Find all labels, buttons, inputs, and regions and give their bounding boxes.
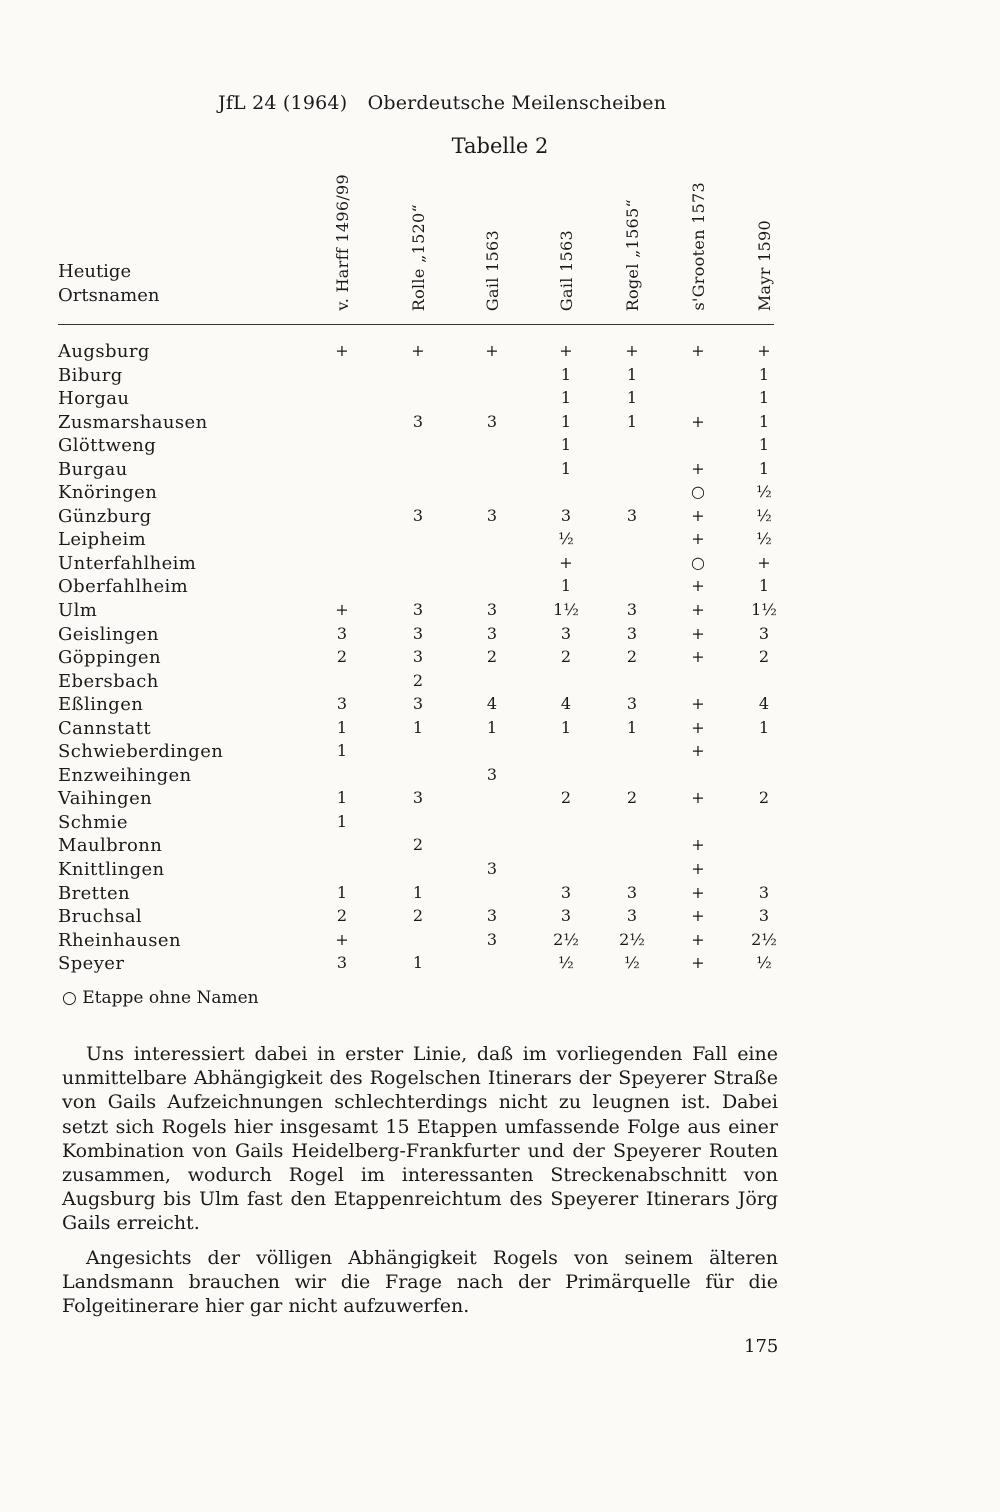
table-cell: 1½ bbox=[751, 600, 777, 620]
table-cell: 1 bbox=[758, 717, 770, 737]
table-cell: + bbox=[691, 882, 705, 902]
table-cell: 2½ bbox=[553, 929, 579, 949]
table-cell: 2 bbox=[626, 788, 638, 808]
table-row bbox=[0, 364, 1000, 388]
table-cell: + bbox=[691, 600, 705, 620]
table-cell: 1 bbox=[758, 364, 770, 384]
table-cell: ½ bbox=[756, 953, 772, 973]
table-cell: 1 bbox=[758, 435, 770, 455]
table-cell: 1 bbox=[336, 741, 348, 761]
table-cell: 1 bbox=[758, 411, 770, 431]
table-row bbox=[0, 458, 1000, 482]
table-cell: 3 bbox=[486, 906, 498, 926]
place-name: Knittlingen bbox=[58, 859, 165, 881]
table-cell: 1 bbox=[336, 717, 348, 737]
table-cell: 3 bbox=[486, 411, 498, 431]
table-cell: 2 bbox=[336, 906, 348, 926]
table-cell: + bbox=[691, 411, 705, 431]
place-name: Burgau bbox=[58, 458, 128, 480]
table-cell: 1 bbox=[412, 953, 424, 973]
table-cell: + bbox=[335, 929, 349, 949]
place-name: Schwieberdingen bbox=[58, 741, 224, 763]
table-cell: 4 bbox=[560, 694, 572, 714]
table-cell: 3 bbox=[336, 623, 348, 643]
table-cell: 2 bbox=[412, 835, 424, 855]
paragraph: Angesichts der völligen Abhängigkeit Rogels von seinem älteren Landsmann brauchen wir die Frage nach der Primärquelle für die Folgeitinerare hier gar nicht aufzuwerfen. bbox=[62, 1246, 778, 1318]
table-cell: 3 bbox=[560, 623, 572, 643]
table-cell: 1 bbox=[758, 458, 770, 478]
table-row bbox=[0, 740, 1000, 764]
column-header-mayr: Mayr 1590 bbox=[754, 219, 774, 311]
table-cell: 1 bbox=[336, 788, 348, 808]
table-cell: + bbox=[757, 552, 771, 572]
table-cell: 1½ bbox=[553, 600, 579, 620]
place-column-header-line1: Heutige bbox=[58, 261, 132, 282]
table-cell: 1 bbox=[626, 411, 638, 431]
place-name: Bruchsal bbox=[58, 906, 143, 928]
table-cell: 3 bbox=[486, 600, 498, 620]
column-header-rolle: Rolle „1520“ bbox=[408, 203, 428, 311]
table-cell: 3 bbox=[626, 694, 638, 714]
place-name: Ebersbach bbox=[58, 670, 159, 692]
place-name: Eßlingen bbox=[58, 694, 144, 716]
body-text bbox=[62, 1042, 778, 1328]
table-cell: + bbox=[335, 600, 349, 620]
table-legend: ○ Etappe ohne Namen bbox=[62, 988, 259, 1008]
table-cell: 2 bbox=[560, 647, 572, 667]
table-row bbox=[0, 834, 1000, 858]
table-cell: 1 bbox=[486, 717, 498, 737]
table-cell: + bbox=[691, 341, 705, 360]
table-cell: ○ bbox=[691, 482, 705, 502]
table-cell: ½ bbox=[624, 953, 640, 973]
table-cell: 3 bbox=[626, 906, 638, 926]
table-cell: + bbox=[691, 458, 705, 478]
table-cell: 1 bbox=[560, 576, 572, 596]
column-header-gail-a: Gail 1563 bbox=[482, 229, 502, 311]
table-cell: 1 bbox=[560, 717, 572, 737]
place-name: Oberfahlheim bbox=[58, 576, 189, 598]
place-name: Enzweihingen bbox=[58, 764, 192, 786]
place-name: Ulm bbox=[58, 600, 98, 622]
table-cell: 3 bbox=[560, 505, 572, 525]
table-row bbox=[0, 764, 1000, 788]
table-row bbox=[0, 599, 1000, 623]
place-name: Horgau bbox=[58, 388, 130, 410]
table-cell: + bbox=[691, 576, 705, 596]
table-body bbox=[0, 340, 1000, 976]
table-cell: 3 bbox=[486, 505, 498, 525]
page-number: 175 bbox=[744, 1336, 779, 1357]
place-name: Vaihingen bbox=[58, 788, 153, 810]
table-cell: + bbox=[691, 741, 705, 761]
table-row bbox=[0, 952, 1000, 976]
place-column-header-line2: Ortsnamen bbox=[58, 285, 160, 306]
table-cell: 1 bbox=[336, 811, 348, 831]
table-cell: + bbox=[335, 341, 349, 360]
table-cell: 3 bbox=[412, 411, 424, 431]
table-cell: + bbox=[691, 647, 705, 667]
table-cell: + bbox=[625, 341, 639, 360]
table-cell: 2 bbox=[758, 647, 770, 667]
table-row bbox=[0, 811, 1000, 835]
table-cell: 1 bbox=[560, 388, 572, 408]
table-cell: 1 bbox=[336, 882, 348, 902]
table-cell: + bbox=[691, 529, 705, 549]
table-cell: 2 bbox=[486, 647, 498, 667]
table-cell: + bbox=[691, 906, 705, 926]
table-cell: 1 bbox=[560, 411, 572, 431]
table-row bbox=[0, 340, 1000, 364]
place-name: Biburg bbox=[58, 364, 123, 386]
table-cell: 2 bbox=[412, 906, 424, 926]
table-cell: 1 bbox=[560, 435, 572, 455]
place-name: Maulbronn bbox=[58, 835, 163, 857]
table-cell: 3 bbox=[412, 600, 424, 620]
table-cell: + bbox=[485, 341, 499, 360]
table-cell: 3 bbox=[486, 623, 498, 643]
table-cell: 4 bbox=[486, 694, 498, 714]
table-cell: 3 bbox=[412, 623, 424, 643]
table-cell: 3 bbox=[412, 694, 424, 714]
table-row bbox=[0, 434, 1000, 458]
table-cell: 3 bbox=[336, 953, 348, 973]
article-title: Oberdeutsche Meilenscheiben bbox=[367, 92, 667, 114]
table-row bbox=[0, 858, 1000, 882]
table-cell: 1 bbox=[560, 458, 572, 478]
table-cell: 3 bbox=[486, 929, 498, 949]
table-cell: 2 bbox=[336, 647, 348, 667]
table-cell: + bbox=[691, 859, 705, 879]
table-cell: 3 bbox=[560, 906, 572, 926]
table-cell: ½ bbox=[756, 529, 772, 549]
table-row bbox=[0, 646, 1000, 670]
table-cell: 3 bbox=[758, 882, 770, 902]
table-row bbox=[0, 387, 1000, 411]
table-cell: 2 bbox=[560, 788, 572, 808]
table-cell: + bbox=[691, 929, 705, 949]
table-cell: 1 bbox=[626, 388, 638, 408]
table-row bbox=[0, 787, 1000, 811]
table-cell: ½ bbox=[558, 529, 574, 549]
table-cell: 3 bbox=[626, 600, 638, 620]
column-header-sgrooten: s'Grooten 1573 bbox=[688, 182, 708, 311]
table-row bbox=[0, 670, 1000, 694]
table-cell: ½ bbox=[558, 953, 574, 973]
table-cell: 3 bbox=[758, 906, 770, 926]
table-cell: 1 bbox=[758, 388, 770, 408]
table-row bbox=[0, 528, 1000, 552]
table-cell: + bbox=[559, 341, 573, 360]
place-name: Unterfahlheim bbox=[58, 552, 197, 574]
table-row bbox=[0, 411, 1000, 435]
table-row bbox=[0, 623, 1000, 647]
table-cell: 1 bbox=[560, 364, 572, 384]
table-cell: 2 bbox=[758, 788, 770, 808]
table-row bbox=[0, 481, 1000, 505]
table-row bbox=[0, 693, 1000, 717]
table-cell: 1 bbox=[626, 717, 638, 737]
table-cell: 2½ bbox=[619, 929, 645, 949]
place-name: Geislingen bbox=[58, 623, 159, 645]
place-name: Rheinhausen bbox=[58, 929, 181, 951]
journal-reference: JfL 24 (1964) bbox=[218, 92, 348, 114]
column-header-rogel: Rogel „1565“ bbox=[622, 198, 642, 311]
table-header-rule bbox=[58, 324, 774, 325]
place-name: Schmie bbox=[58, 811, 128, 833]
table-cell: 2 bbox=[626, 647, 638, 667]
table-row bbox=[0, 929, 1000, 953]
place-name: Augsburg bbox=[58, 341, 150, 362]
table-cell: + bbox=[691, 505, 705, 525]
table-cell: + bbox=[691, 623, 705, 643]
table-cell: 3 bbox=[412, 505, 424, 525]
table-cell: 3 bbox=[626, 882, 638, 902]
table-row bbox=[0, 552, 1000, 576]
table-cell: 1 bbox=[626, 364, 638, 384]
table-cell: 3 bbox=[486, 859, 498, 879]
place-name: Zusmarshausen bbox=[58, 411, 208, 433]
table-cell: 2 bbox=[412, 670, 424, 690]
place-name: Cannstatt bbox=[58, 717, 151, 739]
table-cell: 1 bbox=[758, 576, 770, 596]
place-name: Bretten bbox=[58, 882, 130, 904]
table-title: Tabelle 2 bbox=[451, 134, 549, 158]
paragraph: Uns interessiert dabei in erster Linie, daß im vorliegenden Fall eine unmittelbare Abhängigkeit des Rogelschen Itinerars der Speyerer Straße von Gails Aufzeichnungen schlechterdings nicht zu leugnen ist. Dabei setzt sich Rogels hier insgesamt 15 Etappen umfassende Folge aus einer Kombination von Gails Heidelberg-Frankfurter und der Speyerer Routen zusammen, wodurch Rogel im interessanten Streckenabschnitt von Augsburg bis Ulm fast den Etappenreichtum des Speyerer Itinerars Jörg Gails erreicht. bbox=[62, 1043, 778, 1235]
table-cell: 4 bbox=[758, 694, 770, 714]
table-cell: 1 bbox=[412, 882, 424, 902]
table-cell: ○ bbox=[691, 552, 705, 572]
table-cell: 2½ bbox=[751, 929, 777, 949]
running-header bbox=[218, 92, 666, 114]
table-cell: + bbox=[691, 835, 705, 855]
place-name: Glöttweng bbox=[58, 435, 157, 457]
table-cell: ½ bbox=[756, 505, 772, 525]
place-name: Göppingen bbox=[58, 647, 161, 669]
table-row bbox=[0, 505, 1000, 529]
table-cell: ½ bbox=[756, 482, 772, 502]
table-cell: + bbox=[691, 717, 705, 737]
table-cell: 3 bbox=[336, 694, 348, 714]
place-name: Knöringen bbox=[58, 482, 158, 504]
table-row bbox=[0, 882, 1000, 906]
table-cell: 3 bbox=[758, 623, 770, 643]
table-cell: + bbox=[691, 953, 705, 973]
table-cell: 3 bbox=[560, 882, 572, 902]
table-cell: + bbox=[757, 341, 771, 360]
table-cell: 3 bbox=[412, 788, 424, 808]
table-row bbox=[0, 905, 1000, 929]
table-cell: 3 bbox=[486, 764, 498, 784]
column-header-gail-b: Gail 1563 bbox=[556, 229, 576, 311]
place-column-header bbox=[58, 260, 159, 308]
table-cell: + bbox=[411, 341, 425, 360]
table-cell: 3 bbox=[626, 623, 638, 643]
place-name: Speyer bbox=[58, 953, 125, 975]
table-row bbox=[0, 717, 1000, 741]
column-header-harff: v. Harff 1496/99 bbox=[332, 174, 352, 311]
place-name: Leipheim bbox=[58, 529, 147, 551]
table-cell: + bbox=[559, 552, 573, 572]
table-cell: + bbox=[691, 788, 705, 808]
table-row bbox=[0, 575, 1000, 599]
table-cell: 3 bbox=[626, 505, 638, 525]
table-cell: 1 bbox=[412, 717, 424, 737]
table-cell: + bbox=[691, 694, 705, 714]
place-name: Günzburg bbox=[58, 505, 152, 527]
table-cell: 3 bbox=[412, 647, 424, 667]
